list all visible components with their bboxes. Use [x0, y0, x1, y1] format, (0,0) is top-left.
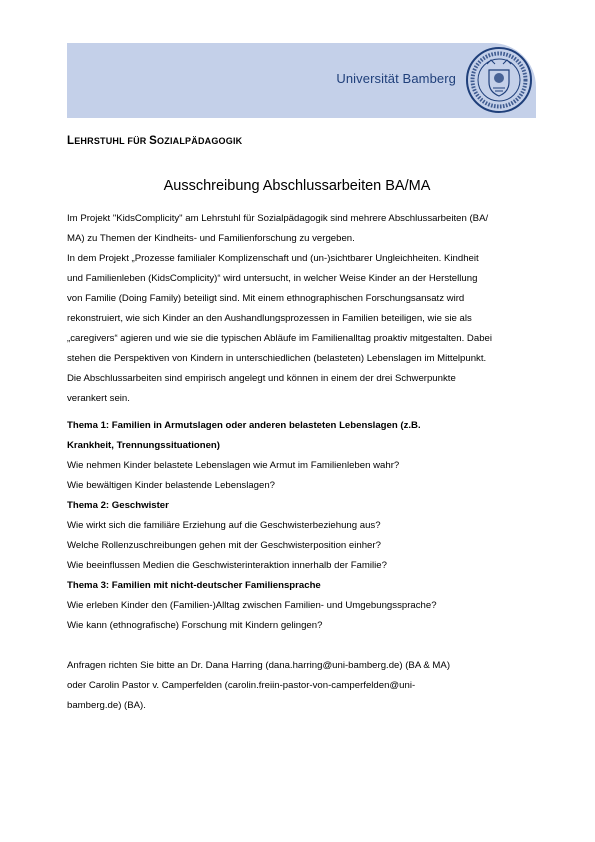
university-name: Universität Bamberg — [336, 71, 456, 86]
text-line: stehen die Perspektiven von Kindern in unterschiedlichen (belasteten) Lebenslagen im Mittelpunkt. — [67, 353, 487, 364]
text-line: Im Projekt "KidsComplicity" am Lehrstuhl für Sozialpädagogik sind mehrere Abschlussarbeiten (BA/ — [67, 213, 489, 224]
topic-question: Wie erleben Kinder den (Familien-)Alltag zwischen Familien- und Umgebungssprache? — [67, 600, 437, 611]
text-line: Die Abschlussarbeiten sind empirisch angelegt und können in einem der drei Schwerpunkte — [67, 373, 456, 384]
topic-question: Welche Rollenzuschreibungen gehen mit der Geschwisterposition einher? — [67, 540, 381, 551]
text-line: MA) zu Themen der Kindheits- und Familienforschung zu vergeben. — [67, 233, 355, 244]
text-line: verankert sein. — [67, 393, 130, 404]
topic-heading: Krankheit, Trennungssituationen) — [67, 440, 220, 451]
topic-question: Wie kann (ethnografische) Forschung mit Kindern gelingen? — [67, 620, 323, 631]
text-line: von Familie (Doing Family) beteiligt sind. Mit einem ethnographischen Forschungsansatz wird — [67, 293, 465, 304]
topic-question: Wie beeinflussen Medien die Geschwisterinteraktion innerhalb der Familie? — [67, 560, 387, 571]
topics-section — [67, 416, 537, 636]
text-line: „caregivers“ agieren und wie sie die typischen Abläufe im Familienalltag proaktiv mitgestalten. Dabei — [67, 333, 493, 344]
text-line: und Familienleben (KidsComplicity)“ wird untersucht, in welcher Weise Kinder an der Herstellung — [67, 273, 478, 284]
header-banner — [67, 43, 536, 118]
text-line: Anfragen richten Sie bitte an Dr. Dana Harring (dana.harring@uni-bamberg.de) (BA & MA) — [67, 660, 451, 671]
text-line: In dem Projekt „Prozesse familialer Komplizenschaft und (un-)sichtbarer Ungleichheiten. Kindheit — [67, 253, 479, 264]
contact-paragraph — [67, 656, 537, 716]
text-line: oder Carolin Pastor v. Camperfelden (carolin.freiin-pastor-von-camperfelden@uni- — [67, 680, 416, 691]
topic-question: Wie bewältigen Kinder belastende Lebenslagen? — [67, 480, 276, 491]
topic-heading: Thema 3: Familien mit nicht-deutscher Familiensprache — [67, 580, 321, 591]
topic-question: Wie nehmen Kinder belastete Lebenslagen wie Armut im Familienleben wahr? — [67, 460, 400, 471]
page-title: Ausschreibung Abschlussarbeiten BA/MA — [163, 178, 431, 194]
text-line: rekonstruiert, wie sich Kinder an den Aushandlungsprozessen in Familien beteiligen, wie sie als — [67, 313, 472, 324]
topic-question: Wie wirkt sich die familiäre Erziehung auf die Geschwisterbeziehung aus? — [67, 520, 381, 531]
intro-paragraph — [67, 209, 537, 409]
text-line: bamberg.de) (BA). — [67, 700, 146, 711]
topic-heading: Thema 2: Geschwister — [67, 500, 169, 511]
topic-heading: Thema 1: Familien in Armutslagen oder anderen belasteten Lebenslagen (z.B. — [67, 420, 421, 431]
chair-heading: LEHRSTUHL FÜR SOZIALPÄDAGOGIK — [67, 135, 243, 147]
university-seal-icon — [465, 46, 533, 114]
